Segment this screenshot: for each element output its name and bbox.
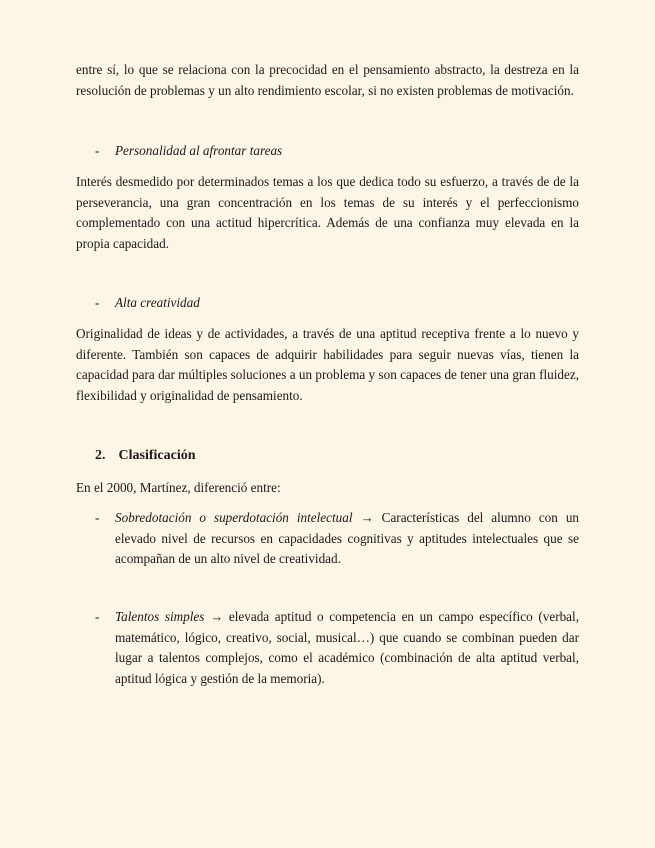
arrow-icon: →	[360, 510, 374, 525]
classification-item-talentos	[95, 607, 579, 689]
classification-term: Sobredotación o superdotación intelectual	[115, 510, 353, 525]
personalidad-paragraph: Interés desmedido por determinados temas a los que dedica todo su esfuerzo, a través de de la perseverancia, una gran concentración en los temas de su interés y el perfeccionismo complementado con una actitud hipercrítica. Además de una confianza muy elevada en la propia capacidad.	[76, 174, 579, 251]
creatividad-paragraph: Originalidad de ideas y de actividades, a través de una aptitud receptiva frente a lo nuevo y diferente. También son capaces de adquirir habilidades para seguir nuevas vías, tienen la capacidad para dar múltiples soluciones a un problema y son capaces de tener una gran fluidez, flexibilidad y originalidad de pensamiento.	[76, 326, 579, 403]
classification-item-body	[115, 607, 579, 689]
arrow-icon: →	[210, 609, 224, 624]
section-number: 2.	[95, 448, 106, 463]
classification-item-body	[115, 508, 579, 570]
section-intro: En el 2000, Martínez, diferenció entre:	[76, 480, 281, 495]
bullet-dash: -	[95, 143, 100, 158]
personalidad-heading: Personalidad al afrontar tareas	[115, 143, 283, 158]
classification-description: elevada aptitud o competencia en un campo específico (verbal, matemático, lógico, creativo, social, musical…) que cuando se combinan pueden dar lugar a talentos complejos, como el académico (combinación de alta aptitud verbal, aptitud lógica y gestión de la memoria).	[115, 609, 579, 686]
bullet-dash: -	[95, 510, 100, 525]
classification-term: Talentos simples	[115, 609, 205, 624]
intro-paragraph: entre sí, lo que se relaciona con la precocidad en el pensamiento abstracto, la destreza en la resolución de problemas y un alto rendimiento escolar, si no existen problemas de motivación.	[76, 62, 579, 98]
classification-description: Características del alumno con un elevado nivel de recursos en capacidades cognitivas y aptitudes intelectuales que se acompañan de un alto nivel de creatividad.	[115, 510, 580, 566]
creatividad-heading: Alta creatividad	[115, 295, 200, 310]
section-heading	[95, 446, 196, 466]
bullet-dash: -	[95, 609, 100, 624]
section-title: Clasificación	[118, 448, 196, 463]
classification-item-superdotacion	[95, 508, 579, 570]
bullet-dash: -	[95, 295, 100, 310]
